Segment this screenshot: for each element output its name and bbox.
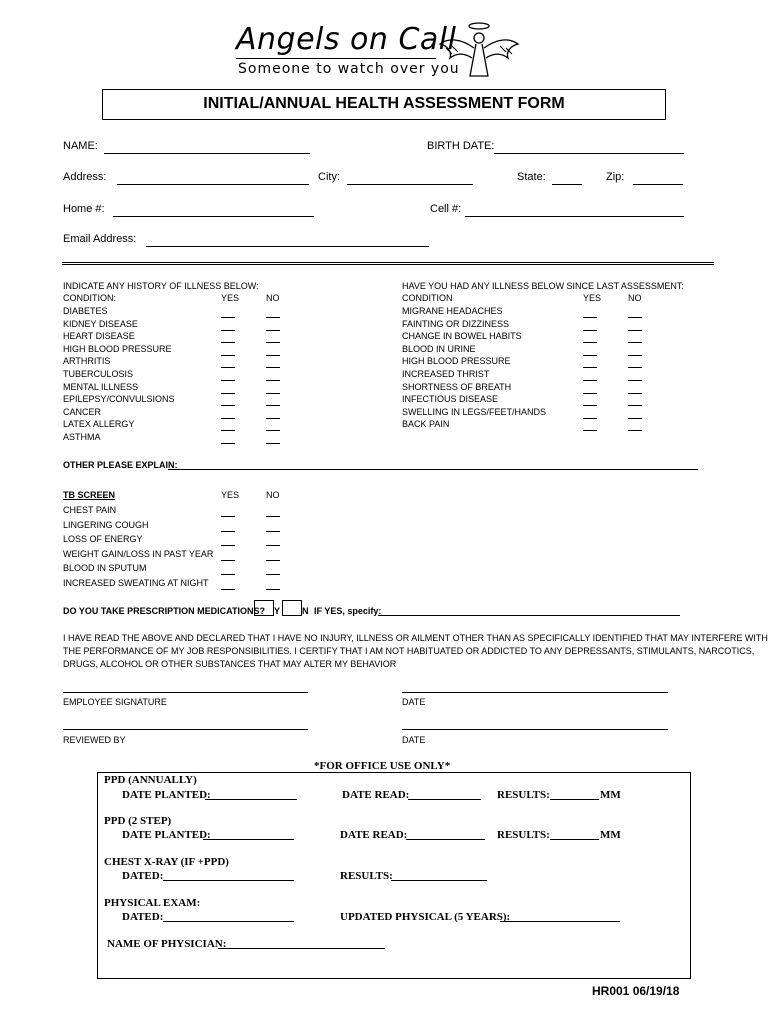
history-condition-yes-field[interactable] — [221, 418, 235, 419]
since-last-condition-yes-field[interactable] — [583, 317, 597, 318]
history-condition-label: ASTHMA — [63, 432, 101, 442]
date-planted-field-1[interactable] — [205, 799, 297, 800]
dated-label-2: DATED: — [122, 911, 164, 923]
since-last-condition-label: SWELLING IN LEGS/FEET/HANDS — [402, 406, 547, 417]
section-divider — [62, 262, 714, 265]
tb-item-no-field[interactable] — [266, 545, 280, 546]
tb-heading: TB SCREEN — [63, 490, 116, 500]
ppd-annual-label: PPD (ANNUALLY) — [104, 774, 197, 786]
form-title: INITIAL/ANNUAL HEALTH ASSESSMENT FORM — [203, 95, 565, 112]
birth-date-field[interactable] — [494, 153, 684, 154]
tb-yes-label: YES — [221, 490, 240, 500]
history-condition-no-field[interactable] — [266, 317, 280, 318]
prescription-specify-label: IF YES, specify: — [314, 606, 382, 616]
history-condition-yes-field[interactable] — [221, 430, 235, 431]
since-last-condition-yes-field[interactable] — [583, 393, 597, 394]
email-field[interactable] — [146, 246, 429, 247]
since-last-no-label: NO — [628, 293, 642, 303]
date-planted-label-2: DATE PLANTED: — [122, 829, 211, 841]
tb-item-label: BLOOD IN SPUTUM — [63, 563, 147, 573]
employee-signature-label: EMPLOYEE SIGNATURE — [63, 697, 167, 707]
history-condition-no-field[interactable] — [266, 367, 280, 368]
since-last-condition-label: CONDITION — [402, 293, 453, 303]
since-last-condition-label: BACK PAIN — [402, 419, 450, 430]
tb-item-no-field[interactable] — [266, 589, 280, 590]
history-condition-no-field[interactable] — [266, 380, 280, 381]
tb-item-yes-field[interactable] — [221, 574, 235, 575]
history-condition-yes-field[interactable] — [221, 380, 235, 381]
history-condition-label: HEART DISEASE — [63, 331, 135, 342]
since-last-condition-yes-field[interactable] — [583, 367, 597, 368]
since-last-condition-no-field[interactable] — [628, 405, 642, 406]
since-last-condition-no-field[interactable] — [628, 367, 642, 368]
tb-item-no-field[interactable] — [266, 574, 280, 575]
history-no-label: NO — [266, 293, 280, 303]
email-label: Email Address: — [63, 233, 137, 245]
updated-physical-field[interactable] — [500, 921, 620, 922]
reviewed-by-field[interactable] — [63, 729, 308, 730]
tb-item-yes-field[interactable] — [221, 531, 235, 532]
history-condition-yes-field[interactable] — [221, 317, 235, 318]
other-explain-field[interactable] — [168, 469, 698, 470]
history-condition-no-field[interactable] — [266, 443, 280, 444]
cell-label: Cell #: — [430, 203, 462, 215]
tb-item-no-field[interactable] — [266, 531, 280, 532]
results-field-2[interactable] — [550, 839, 599, 840]
results-label-1: RESULTS: — [497, 789, 550, 801]
history-condition-no-field[interactable] — [266, 393, 280, 394]
date-planted-label-1: DATE PLANTED: — [122, 789, 211, 801]
mm-label-1: MM — [600, 789, 621, 801]
brand-tagline: Someone to watch over you — [238, 61, 460, 77]
results-label-2: RESULTS: — [497, 829, 550, 841]
since-last-condition-no-field[interactable] — [628, 355, 642, 356]
prescription-n-label: N — [302, 606, 309, 616]
date-field-1[interactable] — [402, 692, 668, 693]
address-field[interactable] — [117, 184, 309, 185]
since-last-yes-label: YES — [583, 293, 602, 303]
date-read-label-1: DATE READ: — [342, 789, 410, 801]
history-condition-label: EPILEPSY/CONVULSIONS — [63, 394, 175, 405]
history-condition-no-field[interactable] — [266, 405, 280, 406]
date-read-field-2[interactable] — [406, 839, 485, 840]
brand-name: Angels on Call — [236, 22, 457, 57]
since-last-condition-yes-field[interactable] — [583, 430, 597, 431]
history-condition-no-field[interactable] — [266, 355, 280, 356]
dated-label-1: DATED: — [122, 870, 164, 882]
history-condition-label: CONDITION: — [63, 293, 116, 303]
since-last-condition-yes-field[interactable] — [583, 342, 597, 343]
cell-field[interactable] — [465, 216, 684, 217]
prescription-specify-field[interactable] — [378, 615, 680, 616]
history-condition-label: LATEX ALLERGY — [63, 419, 135, 430]
since-last-condition-label: HIGH BLOOD PRESSURE — [402, 356, 511, 367]
state-label: State: — [517, 171, 546, 183]
tb-item-yes-field[interactable] — [221, 589, 235, 590]
tb-item-label: CHEST PAIN — [63, 505, 117, 515]
chest-xray-label: CHEST X-RAY (IF +PPD) — [104, 856, 229, 868]
date-read-label-2: DATE READ: — [340, 829, 408, 841]
tb-no-label: NO — [266, 490, 280, 500]
since-last-condition-no-field[interactable] — [628, 393, 642, 394]
history-condition-label: HIGH BLOOD PRESSURE — [63, 343, 172, 354]
tb-item-label: INCREASED SWEATING AT NIGHT — [63, 577, 209, 588]
tb-item-no-field[interactable] — [266, 560, 280, 561]
mm-label-2: MM — [600, 829, 621, 841]
prescription-yes-checkbox[interactable] — [254, 600, 274, 616]
history-condition-label: KIDNEY DISEASE — [63, 318, 138, 329]
since-last-condition-yes-field[interactable] — [583, 330, 597, 331]
zip-field[interactable] — [633, 184, 683, 185]
history-condition-label: DIABETES — [63, 306, 108, 316]
history-condition-label: MENTAL ILLNESS — [63, 381, 139, 392]
since-last-condition-no-field[interactable] — [628, 430, 642, 431]
since-last-condition-no-field[interactable] — [628, 418, 642, 419]
tb-item-label: WEIGHT GAIN/LOSS IN PAST YEAR — [63, 548, 214, 559]
since-last-condition-label: CHANGE IN BOWEL HABITS — [402, 331, 522, 342]
employee-signature-field[interactable] — [63, 692, 308, 693]
history-condition-yes-field[interactable] — [221, 355, 235, 356]
results-label-3: RESULTS: — [340, 870, 393, 882]
history-condition-yes-field[interactable] — [221, 393, 235, 394]
office-heading: *FOR OFFICE USE ONLY* — [314, 760, 451, 772]
history-condition-no-field[interactable] — [266, 418, 280, 419]
history-condition-yes-field[interactable] — [221, 405, 235, 406]
tb-item-yes-field[interactable] — [221, 516, 235, 517]
tb-item-label: LINGERING COUGH — [63, 519, 149, 530]
history-condition-label: TUBERCULOSIS — [63, 369, 134, 379]
dated-field-2[interactable] — [163, 921, 294, 922]
history-condition-yes-field[interactable] — [221, 443, 235, 444]
home-label: Home #: — [63, 203, 105, 215]
tb-item-yes-field[interactable] — [221, 545, 235, 546]
state-field[interactable] — [552, 184, 582, 185]
angel-logo-icon — [438, 18, 520, 85]
history-condition-no-field[interactable] — [266, 430, 280, 431]
brand-underline — [236, 58, 436, 59]
since-last-condition-label: SHORTNESS OF BREATH — [402, 381, 512, 392]
tb-item-label: LOSS OF ENERGY — [63, 534, 143, 544]
since-last-condition-label: BLOOD IN URINE — [402, 343, 476, 354]
since-last-condition-yes-field[interactable] — [583, 380, 597, 381]
history-condition-label: CANCER — [63, 406, 102, 417]
since-last-condition-no-field[interactable] — [628, 317, 642, 318]
date-label-1: DATE — [402, 697, 426, 707]
ppd-2step-label: PPD (2 STEP) — [104, 815, 172, 827]
prescription-y-label: Y — [274, 606, 281, 616]
prescription-no-checkbox[interactable] — [282, 600, 302, 616]
since-last-heading: HAVE YOU HAD ANY ILLNESS BELOW SINCE LAST ASSESSMENT: — [402, 281, 684, 291]
history-condition-no-field[interactable] — [266, 342, 280, 343]
declaration-line-2: THE PERFORMANCE OF MY JOB RESPONSIBILITIES. I CERTIFY THAT I AM NOT HABITUATED OR ADDICTED TO ANY DEPRESSANTS, STIMULANTS, NARCOTICS, — [63, 646, 755, 656]
since-last-condition-no-field[interactable] — [628, 380, 642, 381]
since-last-condition-no-field[interactable] — [628, 330, 642, 331]
history-yes-label: YES — [221, 293, 240, 303]
since-last-condition-label: INFECTIOUS DISEASE — [402, 394, 499, 405]
since-last-condition-no-field[interactable] — [628, 342, 642, 343]
results-field-1[interactable] — [550, 799, 599, 800]
declaration-line-1: I HAVE READ THE ABOVE AND DECLARED THAT I HAVE NO INJURY, ILLNESS OR AILMENT OTHER THAN AS SPECIFICALLY IDENTIFIED THAT MAY INTERFERE WITH — [63, 633, 768, 643]
history-condition-yes-field[interactable] — [221, 342, 235, 343]
date-field-2[interactable] — [402, 729, 668, 730]
home-field[interactable] — [113, 216, 314, 217]
since-last-condition-yes-field[interactable] — [583, 355, 597, 356]
since-last-condition-yes-field[interactable] — [583, 405, 597, 406]
reviewed-by-label: REVIEWED BY — [63, 735, 126, 745]
declaration-line-3: DRUGS, ALCOHOL OR OTHER SUBSTANCES THAT MAY ALTER MY BEHAVIOR — [63, 659, 397, 669]
city-field[interactable] — [347, 184, 473, 185]
history-condition-yes-field[interactable] — [221, 330, 235, 331]
date-label-2: DATE — [402, 735, 426, 745]
history-heading: INDICATE ANY HISTORY OF ILLNESS BELOW: — [63, 281, 259, 291]
since-last-condition-yes-field[interactable] — [583, 418, 597, 419]
other-explain-label: OTHER PLEASE EXPLAIN: — [63, 460, 178, 470]
since-last-condition-label: MIGRANE HEADACHES — [402, 306, 503, 316]
date-planted-field-2[interactable] — [203, 839, 294, 840]
address-label: Address: — [63, 171, 107, 183]
form-code: HR001 06/19/18 — [592, 984, 680, 998]
physician-label: NAME OF PHYSICIAN: — [107, 938, 227, 950]
city-label: City: — [318, 171, 340, 183]
results-field-3[interactable] — [391, 880, 487, 881]
birth-date-label: BIRTH DATE: — [427, 140, 495, 152]
physician-field[interactable] — [218, 948, 385, 949]
since-last-condition-label: INCREASED THRIST — [402, 369, 490, 379]
prescription-question: DO YOU TAKE PRESCRIPTION MEDICATIONS? — [63, 606, 266, 616]
history-condition-yes-field[interactable] — [221, 367, 235, 368]
history-condition-label: ARTHRITIS — [63, 356, 111, 367]
tb-item-no-field[interactable] — [266, 516, 280, 517]
physical-exam-label: PHYSICAL EXAM: — [104, 897, 201, 909]
tb-item-yes-field[interactable] — [221, 560, 235, 561]
name-label: NAME: — [63, 140, 98, 152]
updated-physical-label: UPDATED PHYSICAL (5 YEARS): — [340, 911, 511, 923]
since-last-condition-label: FAINTING OR DIZZINESS — [402, 318, 510, 329]
name-field[interactable] — [104, 153, 310, 154]
date-read-field-1[interactable] — [408, 799, 481, 800]
dated-field-1[interactable] — [163, 880, 294, 881]
zip-label: Zip: — [606, 171, 625, 183]
history-condition-no-field[interactable] — [266, 330, 280, 331]
